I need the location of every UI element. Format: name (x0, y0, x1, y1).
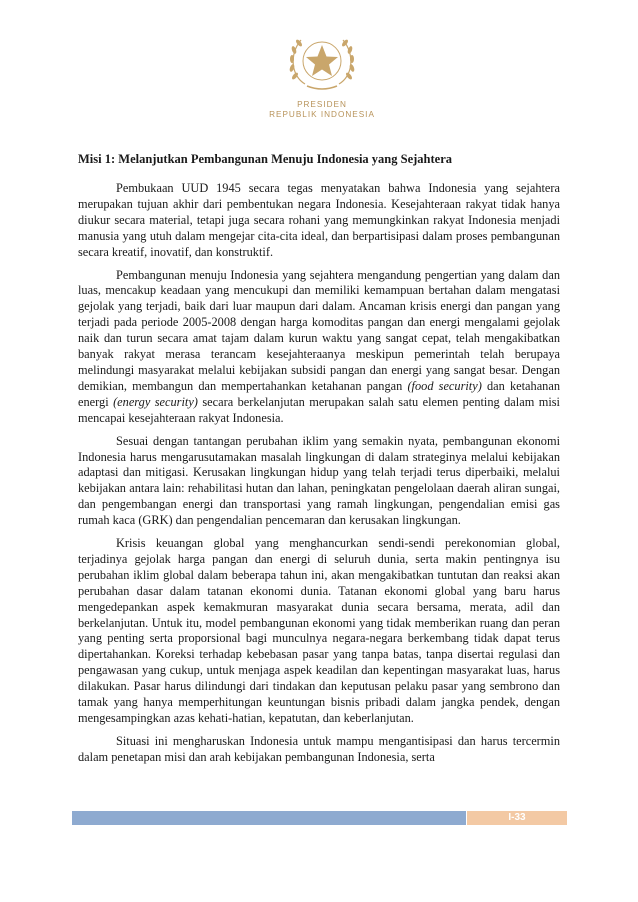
page-number: I-33 (467, 811, 567, 825)
text-segment: Sesuai dengan tantangan perubahan iklim yang semakin nyata, pembangunan ekonomi Indonesia harus mengarusutamakan masalah lingkungan di dalam strateginya melalui kebijakan adaptasi dan mitigasi. Kerusakan lingkungan hidup yang telah terjadi terus diperbaiki, melalui kebijakan antara lain: rehabilitasi hutan dan lahan, peningkatan pengelolaan daerah aliran sungai, dan pengembangan energi dan transportasi yang ramah lingkungan, pengendalian emisi gas rumah kaca (GRK) dan pengendalian pencemaran dan kerusakan lingkungan. (78, 433, 560, 528)
text-segment: dan ketahanan energi (78, 378, 560, 409)
emblem-caption-line1: PRESIDEN (297, 100, 347, 109)
paragraph (78, 434, 560, 529)
paragraph (78, 734, 560, 766)
paragraph (78, 181, 560, 261)
presidential-emblem-icon (283, 28, 361, 94)
section-heading: Misi 1: Melanjutkan Pembangunan Menuju Indonesia yang Sejahtera (78, 152, 452, 166)
text-segment: secara berkelanjutan merupakan salah satu elemen penting dalam misi mencapai kesejahteraan rakyat Indonesia. (78, 394, 560, 425)
paragraph (78, 536, 560, 727)
italic-term: (energy security) (113, 394, 198, 409)
text-segment: Pembukaan UUD 1945 secara tegas menyatakan bahwa Indonesia yang sejahtera merupakan tujuan akhir dari pembentukan negara Indonesia. Kesejahteraan rakyat tidak hanya diukur secara material, tetapi juga secara rohani yang memungkinkan rakyat Indonesia menjadi manusia yang utuh dalam mengejar cita-cita ideal, dan berpartisipasi dalam proses pembangunan secara kreatif, inovatif, dan konstruktif. (78, 181, 560, 259)
paragraph (78, 268, 560, 427)
text-segment: Pembangunan menuju Indonesia yang sejahtera mengandung pengertian yang dalam dan luas, mencakup keadaan yang mencukupi dan memiliki kemampuan bertahan dalam mengatasi gejolak yang terjadi, baik dari luar maupun dari dalam. Ancaman krisis energi dan pangan yang terjadi pada periode 2005-2008 dengan harga komoditas pangan dan energi mengalami gejolak naik dan turun secara amat tajam dalam kurun waktu yang sangat cepat, telah mengakibatkan banyak rakyat merasa terancam kesejahteraanya meskipun pemerintah telah berupaya melindungi masyarakat melalui kebijakan subsidi pangan dan energi yang sangat besar. Dengan demikian, membangun dan mempertahankan ketahanan pangan (78, 267, 560, 393)
emblem-caption-line2: REPUBLIK INDONESIA (269, 110, 375, 119)
text-segment: Situasi ini mengharuskan Indonesia untuk mampu mengantisipasi dan harus tercermin dalam penetapan misi dan arah kebijakan pembangunan Indonesia, serta (78, 733, 560, 764)
italic-term: (food security) (407, 378, 482, 393)
body-text (78, 181, 560, 773)
footer-bar (72, 811, 466, 825)
text-segment: Krisis keuangan global yang menghancurkan sendi-sendi perekonomian global, terjadinya gejolak harga pangan dan energi di seluruh dunia, serta makin pentingnya isu perubahan iklim global dalam beberapa tahun ini, akan mengakibatkan tuntutan dan reaksi akan perubahan dasar dalam tatanan ekonomi dunia. Tatanan ekonomi global yang baru harus mengedepankan aspek kemakmuran masyarakat dunia secara bersama, merata, adil dan berkelanjutan. Untuk itu, model pembangunan ekonomi yang tidak memberikan ruang dan peran yang penting serta proporsional bagi munculnya negara-negara berkembang tidak dapat terus dipertahankan. Koreksi terhadap kebebasan pasar yang tanpa batas, tanpa disertai regulasi dan pengawasan yang cukup, untuk menjaga aspek keadilan dan kepentingan masyarakat luas, harus dilakukan. Pasar harus dilindungi dari tindakan dan keputusan pelaku pasar yang sembrono dan tamak yang hanya memperhitungan keuntungan bisnis pribadi dalam jangka pendek, dengan mengesampingkan azas kehati-hatian, kepatutan, dan keberlanjutan. (78, 536, 560, 725)
emblem-caption (240, 100, 404, 120)
